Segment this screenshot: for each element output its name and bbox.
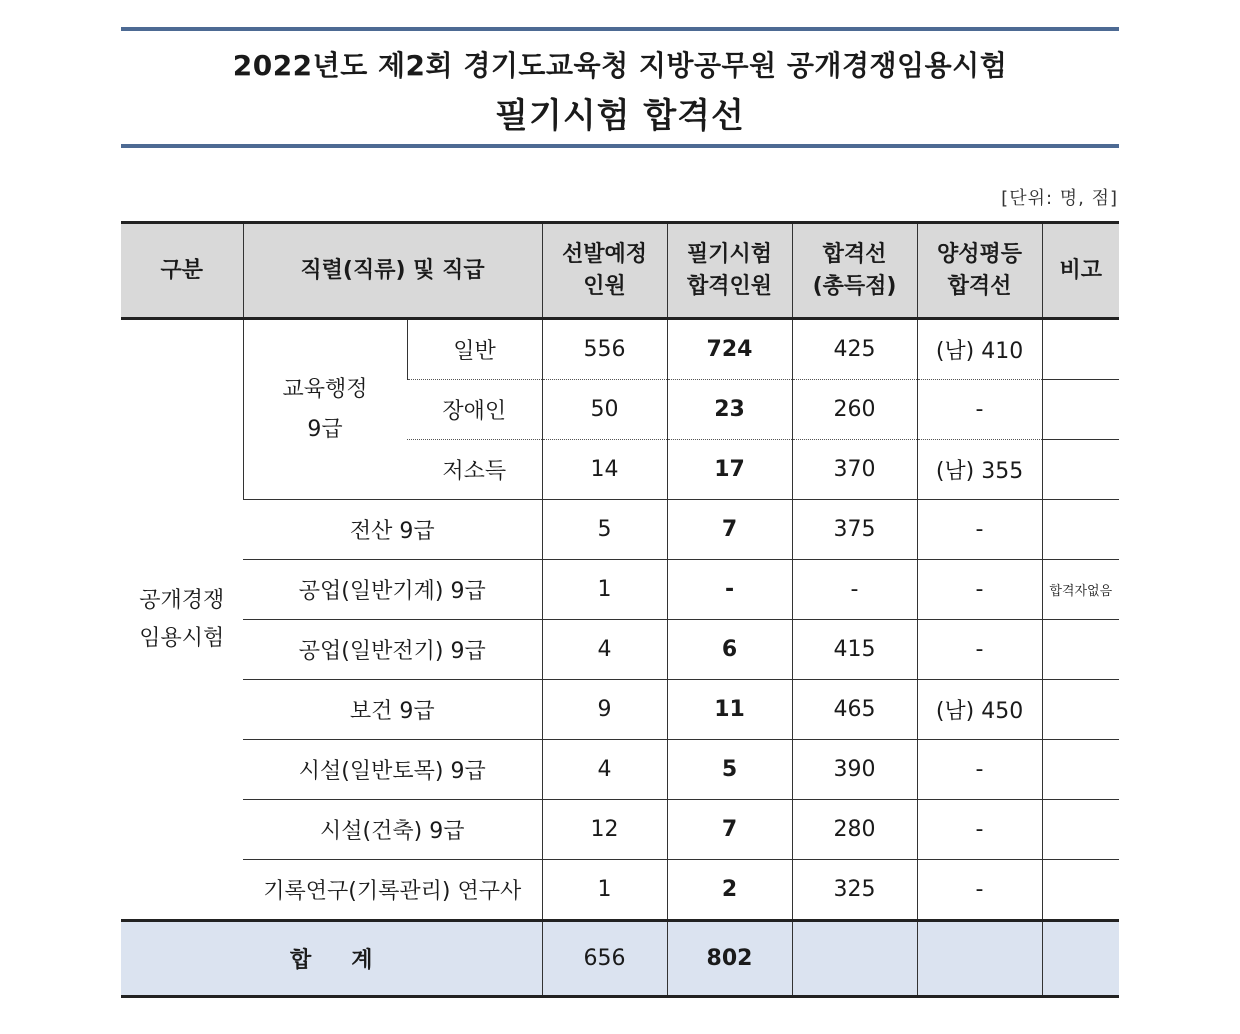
row-cutoff: 415 xyxy=(792,620,917,680)
total-label: 합계 xyxy=(121,921,542,997)
row-cutoff: 280 xyxy=(792,800,917,860)
row-planned: 50 xyxy=(542,380,667,440)
header-remark: 비고 xyxy=(1042,223,1119,319)
row-remark xyxy=(1042,800,1119,860)
header-cutoff: 합격선 (총득점) xyxy=(792,223,917,319)
row-gender: - xyxy=(917,800,1042,860)
total-passed: 802 xyxy=(667,921,792,997)
row-name: 기록연구(기록관리) 연구사 xyxy=(263,879,522,904)
row-planned: 9 xyxy=(542,680,667,740)
row-planned: 556 xyxy=(542,319,667,380)
row-planned: 5 xyxy=(542,500,667,560)
header-gender: 양성평등 합격선 xyxy=(917,223,1042,319)
row-name: 전산 9급 xyxy=(243,500,542,560)
table-row xyxy=(121,680,1119,740)
row-gender: - xyxy=(917,380,1042,440)
row-remark xyxy=(1042,319,1119,380)
row-name: 장애인 xyxy=(407,380,542,440)
category-cell: 공개경쟁 임용시험 xyxy=(121,319,243,921)
header-planned: 선발예정 인원 xyxy=(542,223,667,319)
row-cutoff: 370 xyxy=(792,440,917,500)
header-passed: 필기시험 합격인원 xyxy=(667,223,792,319)
row-passed: 17 xyxy=(667,440,792,500)
cutoff-table xyxy=(121,221,1119,998)
total-remark xyxy=(1042,921,1119,997)
row-gender: - xyxy=(917,620,1042,680)
row-gender: - xyxy=(917,860,1042,921)
row-planned: 14 xyxy=(542,440,667,500)
total-planned: 656 xyxy=(542,921,667,997)
header-row xyxy=(121,223,1119,319)
row-gender: (남) 355 xyxy=(917,440,1042,500)
table-row xyxy=(121,740,1119,800)
row-cutoff: - xyxy=(792,560,917,620)
page-subtitle: 필기시험 합격선 xyxy=(495,96,745,136)
row-planned: 4 xyxy=(542,740,667,800)
row-passed: 6 xyxy=(667,620,792,680)
table-row xyxy=(121,319,1119,380)
row-remark xyxy=(1042,620,1119,680)
row-gender: - xyxy=(917,560,1042,620)
row-planned: 1 xyxy=(542,560,667,620)
unit-label: [단위: 명, 점] xyxy=(1001,188,1118,209)
table-row xyxy=(121,620,1119,680)
row-cutoff: 260 xyxy=(792,380,917,440)
row-passed: 11 xyxy=(667,680,792,740)
row-passed: 724 xyxy=(667,319,792,380)
total-cutoff xyxy=(792,921,917,997)
table-row xyxy=(121,860,1119,921)
row-cutoff: 325 xyxy=(792,860,917,921)
table-row xyxy=(121,560,1119,620)
row-cutoff: 425 xyxy=(792,319,917,380)
total-gender xyxy=(917,921,1042,997)
row-name: 공업(일반기계) 9급 xyxy=(243,560,542,620)
row-name: 시설(일반토목) 9급 xyxy=(243,740,542,800)
row-passed: 7 xyxy=(667,500,792,560)
row-passed: 5 xyxy=(667,740,792,800)
row-remark xyxy=(1042,860,1119,921)
header-position: 직렬(직류) 및 직급 xyxy=(243,223,542,319)
total-row xyxy=(121,921,1119,997)
row-remark xyxy=(1042,680,1119,740)
row-remark xyxy=(1042,740,1119,800)
row-remark xyxy=(1042,380,1119,440)
page-title: 2022년도 제2회 경기도교육청 지방공무원 공개경쟁임용시험 xyxy=(232,49,1008,82)
top-rule xyxy=(121,27,1119,31)
row-remark: 합격자없음 xyxy=(1042,560,1119,620)
row-cutoff: 390 xyxy=(792,740,917,800)
row-cutoff: 375 xyxy=(792,500,917,560)
row-gender: (남) 410 xyxy=(917,319,1042,380)
row-name: 저소득 xyxy=(407,440,542,500)
row-cutoff: 465 xyxy=(792,680,917,740)
row-planned: 12 xyxy=(542,800,667,860)
table-row xyxy=(121,800,1119,860)
row-passed: 23 xyxy=(667,380,792,440)
row-name: 일반 xyxy=(407,319,542,380)
row-name: 공업(일반전기) 9급 xyxy=(243,620,542,680)
bottom-rule xyxy=(121,144,1119,148)
row-name: 시설(건축) 9급 xyxy=(243,800,542,860)
row-passed: 7 xyxy=(667,800,792,860)
row-remark xyxy=(1042,500,1119,560)
row-passed: 2 xyxy=(667,860,792,921)
row-gender: - xyxy=(917,740,1042,800)
table-row xyxy=(121,500,1119,560)
row-gender: (남) 450 xyxy=(917,680,1042,740)
row-name: 보건 9급 xyxy=(243,680,542,740)
row-remark xyxy=(1042,440,1119,500)
group-cell: 교육행정 9급 xyxy=(243,319,407,500)
row-planned: 4 xyxy=(542,620,667,680)
row-planned: 1 xyxy=(542,860,667,921)
header-category: 구분 xyxy=(121,223,243,319)
row-passed: - xyxy=(667,560,792,620)
row-gender: - xyxy=(917,500,1042,560)
